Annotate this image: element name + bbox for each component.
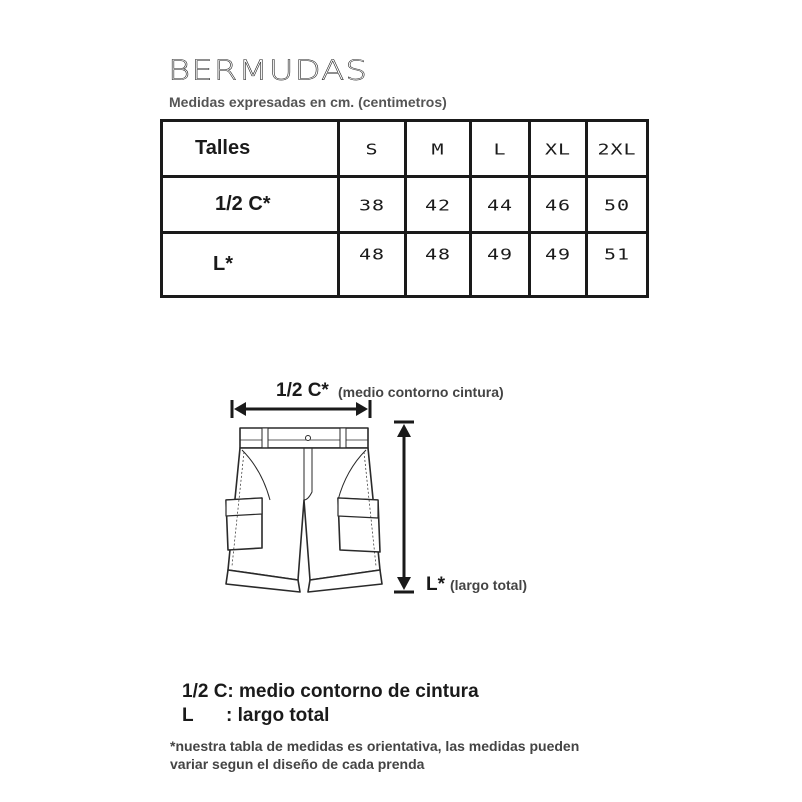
legend-half-waist: 1/2 C: medio contorno de cintura bbox=[182, 681, 479, 702]
footnote-line-1: *nuestra tabla de medidas es orientativa, las medidas pueden bbox=[170, 738, 580, 754]
length-note: (largo total) bbox=[450, 577, 527, 593]
table-cell: 49 bbox=[544, 245, 572, 263]
footnote-line-2: variar segun el diseño de cada prenda bbox=[170, 756, 425, 772]
table-header-label: Talles bbox=[162, 121, 339, 177]
table-cell: 48 bbox=[358, 245, 386, 263]
length-arrow bbox=[394, 422, 414, 592]
size-header: 2XL bbox=[597, 139, 637, 158]
row-label-length: L* bbox=[162, 233, 339, 297]
page-title: BERMUDAS bbox=[168, 54, 369, 87]
width-note: (medio contorno cintura) bbox=[338, 384, 504, 400]
table-cell: 38 bbox=[358, 195, 386, 214]
table-cell: 50 bbox=[603, 195, 631, 214]
page-subtitle: Medidas expresadas en cm. (centimetros) bbox=[169, 94, 447, 110]
table-cell: 44 bbox=[486, 195, 514, 214]
row-label-half-waist: 1/2 C* bbox=[162, 177, 339, 233]
legend-length-desc: : largo total bbox=[226, 705, 330, 726]
width-arrow bbox=[232, 400, 370, 418]
cargo-shorts-icon bbox=[226, 428, 382, 592]
legend-length-term: L bbox=[182, 705, 194, 726]
length-label: L* bbox=[426, 574, 445, 595]
table-cell: 42 bbox=[424, 195, 452, 214]
table-cell: 51 bbox=[603, 245, 631, 263]
size-header: S bbox=[365, 139, 379, 158]
size-header: M bbox=[431, 139, 445, 158]
table-cell: 46 bbox=[544, 195, 572, 214]
size-header: XL bbox=[544, 139, 572, 158]
size-header: L bbox=[493, 139, 507, 158]
table-cell: 48 bbox=[424, 245, 452, 263]
width-label: 1/2 C* bbox=[276, 380, 329, 401]
legend-length bbox=[182, 705, 329, 727]
table-cell: 49 bbox=[486, 245, 514, 263]
